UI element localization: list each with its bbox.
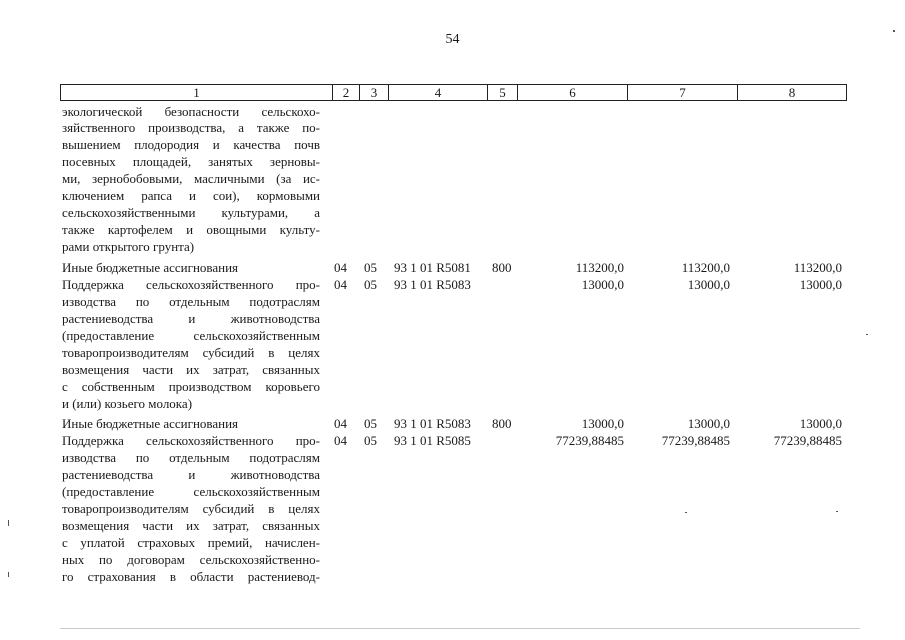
scan-speck — [866, 334, 868, 335]
row-description: с уплатой страховых премий, начислен- — [62, 535, 320, 550]
row-target-code: 93 1 01 R5083 — [394, 277, 471, 292]
row-description: го страхования в области растениевод- — [62, 569, 320, 584]
continued-text-line: рами открытого грунта) — [62, 239, 195, 254]
row-amount-col6: 13000,0 — [581, 416, 624, 431]
continued-text-line: ми, зернобобовыми, масличными (за ис- — [62, 171, 320, 186]
row-description: (предоставление сельскохозяйственным — [62, 328, 320, 343]
row-amount-col6: 13000,0 — [581, 277, 624, 292]
row-subsection-code: 05 — [364, 260, 377, 275]
column-header-1: 1 — [193, 85, 200, 100]
row-subsection-code: 05 — [364, 433, 377, 448]
continued-text-line: вышением плодородия и качества почв — [62, 137, 320, 152]
row-description: с собственным производством коровьего — [62, 379, 320, 394]
row-description: Поддержка сельскохозяйственного про- — [62, 277, 320, 292]
continued-text-line: посевных площадей, занятых зерновы- — [62, 154, 320, 169]
row-subsection-code: 05 — [364, 277, 377, 292]
column-header-3: 3 — [359, 85, 388, 100]
row-description: растениеводства и животноводства — [62, 311, 320, 326]
row-amount-col8: 113200,0 — [793, 260, 842, 275]
row-description: возмещения части их затрат, связанных — [62, 362, 320, 377]
row-amount-col7: 13000,0 — [687, 277, 730, 292]
scan-speck — [8, 572, 9, 577]
row-expense-type: 800 — [492, 260, 512, 275]
row-description: (предоставление сельскохозяйственным — [62, 484, 320, 499]
continued-text-line: зяйственного производства, а также по- — [62, 120, 320, 135]
row-target-code: 93 1 01 R5081 — [394, 260, 471, 275]
row-description: товаропроизводителям субсидий в целях — [62, 501, 320, 516]
row-description: и (или) козьего молока) — [62, 396, 193, 411]
scan-speck — [893, 30, 895, 32]
row-description: Поддержка сельскохозяйственного про- — [62, 433, 320, 448]
column-header-8: 8 — [737, 85, 846, 100]
row-description: Иные бюджетные ассигнования — [62, 416, 239, 431]
column-header-7: 7 — [627, 85, 737, 100]
scan-speck — [685, 512, 687, 513]
column-header-5: 5 — [487, 85, 517, 100]
row-description: изводства по отдельным подотраслям — [62, 450, 320, 465]
row-target-code: 93 1 01 R5083 — [394, 416, 471, 431]
continued-text-line: сельскохозяйственными культурами, а — [62, 205, 320, 220]
row-subsection-code: 05 — [364, 416, 377, 431]
row-target-code: 93 1 01 R5085 — [394, 433, 471, 448]
row-description: Иные бюджетные ассигнования — [62, 260, 239, 275]
row-description: растениеводства и животноводства — [62, 467, 320, 482]
continued-text-line: экологической безопасности сельскохо- — [62, 104, 320, 119]
page-number: 54 — [445, 32, 460, 47]
row-section-code: 04 — [334, 416, 347, 431]
row-section-code: 04 — [334, 433, 347, 448]
row-expense-type: 800 — [492, 416, 512, 431]
row-description: изводства по отдельным подотраслям — [62, 294, 320, 309]
row-amount-col8: 77239,88485 — [773, 433, 842, 448]
row-description: ных по договорам сельскохозяйственно- — [62, 552, 320, 567]
column-header-6: 6 — [517, 85, 627, 100]
row-amount-col7: 113200,0 — [681, 260, 730, 275]
row-description: возмещения части их затрат, связанных — [62, 518, 320, 533]
row-amount-col8: 13000,0 — [799, 277, 842, 292]
continued-text-line: ключением рапса и сои), кормовыми — [62, 188, 320, 203]
row-section-code: 04 — [334, 260, 347, 275]
scan-speck — [8, 520, 9, 526]
row-amount-col6: 113200,0 — [575, 260, 624, 275]
row-amount-col7: 13000,0 — [687, 416, 730, 431]
row-description: товаропроизводителям субсидий в целях — [62, 345, 320, 360]
row-section-code: 04 — [334, 277, 347, 292]
column-header-4: 4 — [388, 85, 487, 100]
row-amount-col8: 13000,0 — [799, 416, 842, 431]
column-header-2: 2 — [332, 85, 359, 100]
scan-speck — [836, 511, 838, 512]
scan-edge — [60, 628, 860, 629]
continued-text-line: также картофелем и овощными культу- — [62, 222, 320, 237]
table-header-row — [60, 84, 847, 101]
row-amount-col7: 77239,88485 — [661, 433, 730, 448]
row-amount-col6: 77239,88485 — [555, 433, 624, 448]
